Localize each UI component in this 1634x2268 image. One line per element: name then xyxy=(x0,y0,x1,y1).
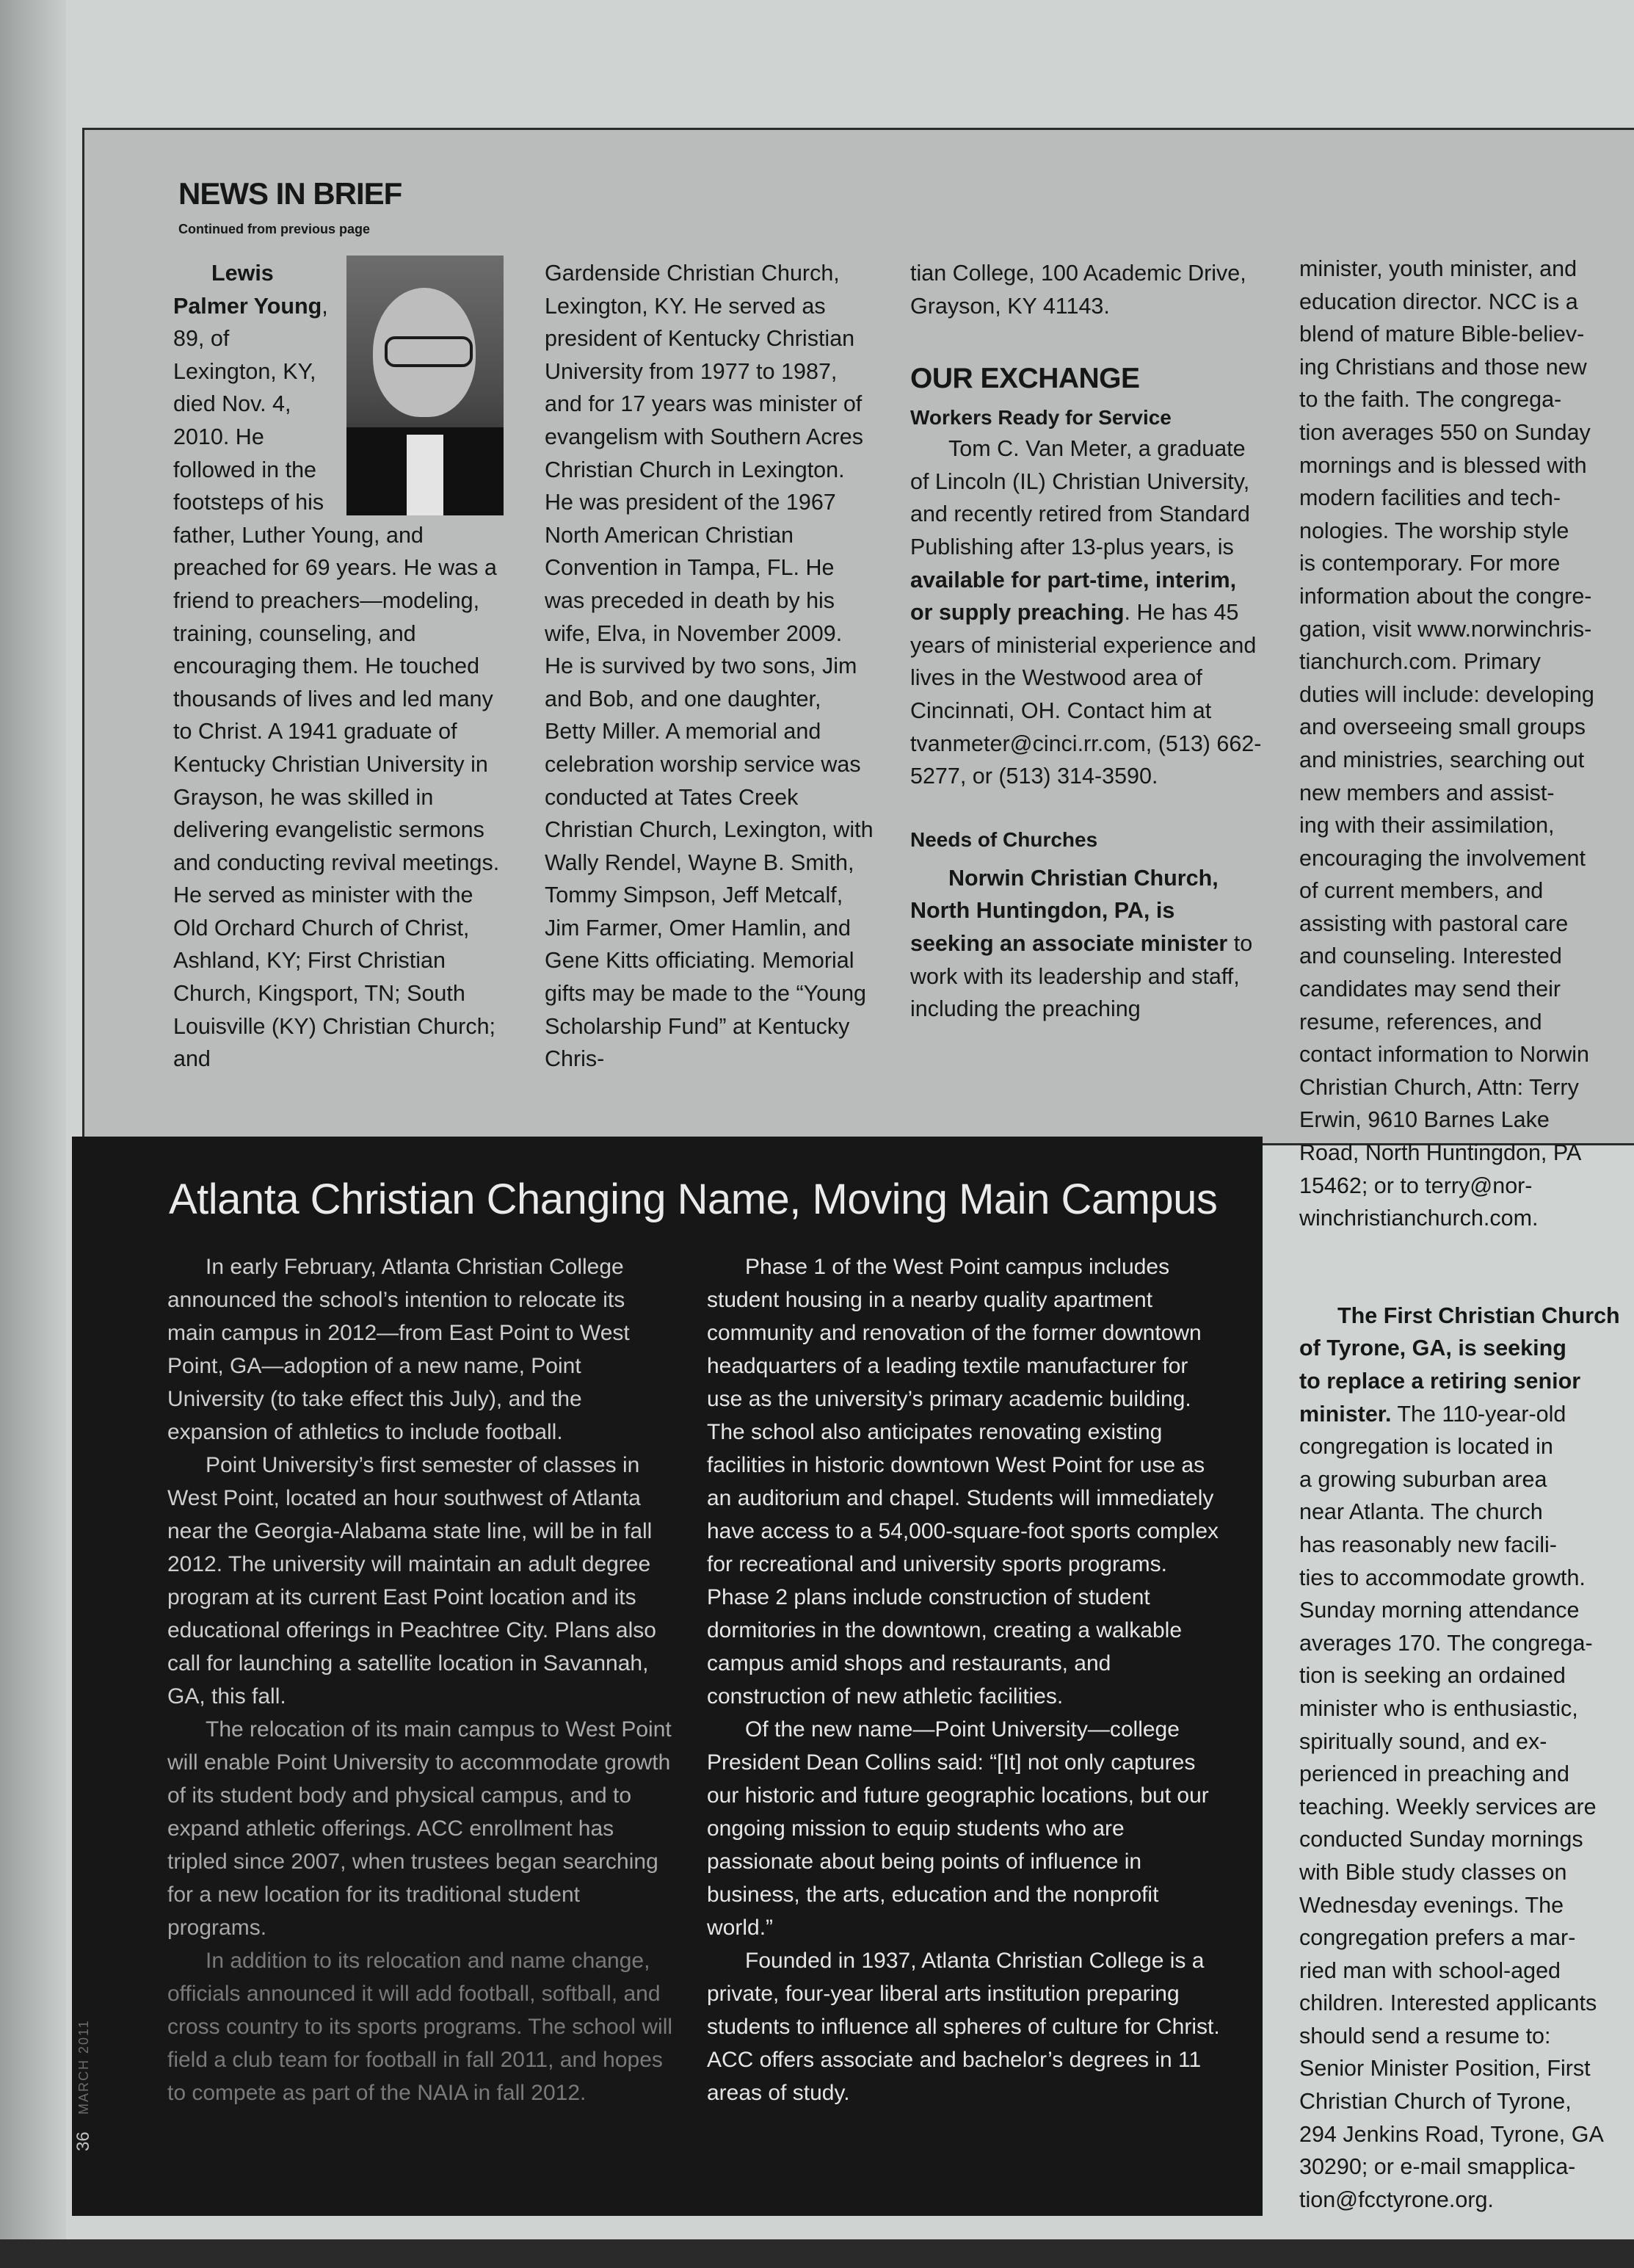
tyrone-line: near Atlanta. The church xyxy=(1299,1499,1543,1525)
norwin-line: blend of mature Bible-believ- xyxy=(1299,322,1585,347)
feature-column-1 xyxy=(167,1250,675,2109)
needs-subheading: Needs of Churches xyxy=(910,827,1098,851)
feature-paragraph: Point University’s first semester of classes in West Point, located an hour southwest of Atlanta near the Georgia-Alabama state line, will be in fall 2012. The university will maintain an adult degree program at its current East Point location and its educational offerings in Peachtree City. Plans also call for launching a satellite location in Savannah, GA, this fall. xyxy=(167,1453,656,1709)
tyrone-line: Wednesday evenings. The xyxy=(1299,1892,1564,1918)
obituary-paragraph xyxy=(173,257,511,1076)
tyrone-line: tion is seeking an ordained xyxy=(1299,1663,1566,1689)
norwin-line: winchristianchurch.com. xyxy=(1299,1206,1539,1231)
tyrone-line xyxy=(1299,1398,1634,1431)
exchange-column xyxy=(910,257,1263,1026)
obituary-text: , 89, of Lexington, KY, died Nov. 4, 2010. He followed in the footsteps of his father, Luther Young, and preached for 69 years. He was a friend to preachers—modeling, training, counseling, and encouraging them. He touched thousands of lives and led many to Christ. A 1941 graduate of Kentucky Christian University in Grayson, he was skilled in delivering evangelistic sermons and conducting revival meetings. He served as minister with the Old Orchard Church of Christ, Ashland, KY; First Christian Church, Kingsport, TN; South Louisville (KY) Christian Church; and xyxy=(173,293,500,1072)
norwin-text: to work with its leadership and staff, including the preaching xyxy=(910,930,1253,1022)
norwin-line: is contemporary. For more xyxy=(1299,551,1561,576)
norwin-line: Road, North Huntingdon, PA xyxy=(1299,1140,1582,1166)
norwin-line: Erwin, 9610 Barnes Lake xyxy=(1299,1107,1550,1133)
norwin-line: mornings and is blessed with xyxy=(1299,452,1587,478)
norwin-line: encouraging the involvement xyxy=(1299,845,1586,871)
tyrone-line: should send a resume to: xyxy=(1299,2023,1551,2048)
tyrone-line: averages 170. The congrega- xyxy=(1299,1630,1593,1656)
tyrone-line: 294 Jenkins Road, Tyrone, GA xyxy=(1299,2121,1604,2147)
tyrone-line: conducted Sunday mornings xyxy=(1299,1827,1583,1852)
workers-text-b: . He has 45 years of ministerial experience and lives in the Westwood area of Cincinnati, OH. Contact him at tvanmeter@cinci.rr.com, (513) 662-5277, or (513) 314-3590. xyxy=(910,600,1262,789)
scan-bottom-edge xyxy=(0,2239,1634,2268)
norwin-line: ing with their assimilation, xyxy=(1299,813,1555,838)
issue-line: MARCH 2011 xyxy=(76,2019,91,2115)
tyrone-line: has reasonably new facili- xyxy=(1299,1532,1557,1557)
obituary-column-2 xyxy=(545,257,875,1076)
norwin-line: to the faith. The congrega- xyxy=(1299,387,1562,413)
feature-paragraph: In addition to its relocation and name change, officials announced it will add football, softball, and cross country to its sports programs. The school will field a club team for football in fall 2011, and hopes to compete as part of the NAIA in fall 2012. xyxy=(167,1949,673,2105)
tyrone-line: congregation prefers a mar- xyxy=(1299,1925,1576,1951)
norwin-line: gation, visit www.norwinchris- xyxy=(1299,616,1592,642)
tyrone-line: 30290; or e-mail smapplica- xyxy=(1299,2154,1576,2180)
norwin-line: of current members, and xyxy=(1299,878,1544,904)
obituary-continued: Gardenside Christian Church, Lexington, KY. He served as president of Kentucky Christian University from 1977 to 1987, and for 17 years was minister of evangelism with Southern Acres Christian Church in Lexington. He was president of the 1967 North American Christian Convention in Tampa, FL. He was preceded in death by his wife, Elva, in November 2009. He is survived by two sons, Jim and Bob, and one daughter, Betty Miller. A memorial and celebration worship service was conducted at Tates Creek Christian Church, Lexington, with Wally Rendel, Wayne B. Smith, Tommy Simpson, Jeff Metcalf, Jim Farmer, Omer Hamlin, and Gene Kitts officiating. Memorial gifts may be made to the “Young Scholarship Fund” at Kentucky Chris- xyxy=(545,261,874,1072)
tyrone-text: The 110-year-old xyxy=(1391,1401,1566,1427)
norwin-line: new members and assist- xyxy=(1299,780,1555,805)
feature-paragraph: Founded in 1937, Atlanta Christian College is a private, four-year liberal arts institution preparing students to influence all spheres of culture for Christ. ACC offers associate and bachelor’s degrees in 11 areas of study. xyxy=(707,1949,1220,2105)
tyrone-line: a growing suburban area xyxy=(1299,1466,1547,1492)
feature-paragraph: Phase 1 of the West Point campus includes student housing in a nearby quality apartment community and renovation of the former downtown headquarters of a leading textile manufacturer for use as the university’s primary academic building. The school also anticipates renovating existing facilities in historic downtown West Point for use as an auditorium and chapel. Students will immediately have access to a 54,000-square-foot sports complex for recreational and university sports programs. Phase 2 plans include construction of student dormitories in the downtown, creating a walkable campus amid shops and restaurants, and construction of new athletic facilities. xyxy=(707,1255,1219,1709)
tyrone-line: ties to accommodate growth. xyxy=(1299,1565,1586,1590)
feature-paragraph: In early February, Atlanta Christian College announced the school’s intention to relocate its main campus in 2012—from East Point to West Point, GA—adoption of a new name, Point University (to take effect this July), and the expansion of athletics to include football. xyxy=(167,1255,630,1444)
norwin-line: information about the congre- xyxy=(1299,583,1592,609)
page-number: 36 xyxy=(73,2131,93,2151)
tyrone-line: congregation is located in xyxy=(1299,1434,1553,1460)
norwin-line: modern facilities and tech- xyxy=(1299,485,1561,511)
norwin-line: education director. NCC is a xyxy=(1299,289,1578,314)
feature-paragraph: Of the new name—Point University—college President Dean Collins said: “[It] not only captures our historic and future geographic locations, but our ongoing mission to equip students who are passionate about being points of influence in business, the arts, education and the nonprofit world.” xyxy=(707,1717,1209,1940)
workers-text-a: Tom C. Van Meter, a graduate of Lincoln (IL) Christian University, and recently retired from Standard Publishing after 13-plus years, is xyxy=(910,436,1250,559)
workers-paragraph xyxy=(910,432,1263,793)
norwin-line: assisting with pastoral care xyxy=(1299,910,1569,936)
tyrone-line: minister who is enthusiastic, xyxy=(1299,1695,1578,1721)
norwin-line: ing Christians and those new xyxy=(1299,354,1587,380)
norwin-line: tion averages 550 on Sunday xyxy=(1299,419,1591,445)
norwin-line: nologies. The worship style xyxy=(1299,518,1569,543)
norwin-line: contact information to Norwin xyxy=(1299,1042,1589,1068)
portrait-photo xyxy=(346,256,504,515)
tyrone-line: spiritually sound, and ex- xyxy=(1299,1728,1547,1754)
feature-headline: Atlanta Christian Changing Name, Moving Main Campus xyxy=(169,1175,1218,1223)
workers-highlight: available for part-time, interim, or supply preaching xyxy=(910,567,1237,626)
tyrone-highlight-line: to replace a retiring senior xyxy=(1299,1369,1581,1394)
norwin-paragraph xyxy=(910,862,1263,1026)
tyrone-highlight-line: of Tyrone, GA, is seeking xyxy=(1299,1336,1566,1361)
tyrone-line: Sunday morning attendance xyxy=(1299,1598,1580,1623)
tyrone-line: children. Interested applicants xyxy=(1299,1990,1597,2016)
tyrone-line: perienced in preaching and xyxy=(1299,1761,1569,1787)
tyrone-line: tion@fcctyrone.org. xyxy=(1299,2187,1494,2212)
norwin-line: duties will include: developing xyxy=(1299,681,1594,707)
norwin-line: and overseeing small groups xyxy=(1299,714,1586,740)
continued-note: Continued from previous page xyxy=(178,222,371,236)
norwin-line: resume, references, and xyxy=(1299,1009,1542,1035)
tyrone-line: teaching. Weekly services are xyxy=(1299,1794,1597,1819)
scan-edge xyxy=(0,0,66,2268)
tyrone-line: with Bible study classes on xyxy=(1299,1859,1567,1885)
exchange-title: OUR EXCHANGE xyxy=(910,363,1140,395)
norwin-line: tianchurch.com. Primary xyxy=(1299,649,1541,675)
tyrone-highlight-end: minister. xyxy=(1299,1401,1392,1427)
obituary-column-1 xyxy=(173,257,511,1076)
workers-subheading: Workers Ready for Service xyxy=(910,406,1172,430)
norwin-line: and ministries, searching out xyxy=(1299,747,1585,772)
tyrone-line: Senior Minister Position, First xyxy=(1299,2056,1591,2082)
tyrone-line: Christian Church of Tyrone, xyxy=(1299,2089,1572,2115)
tyrone-highlight-line: The First Christian Church xyxy=(1337,1303,1620,1328)
obituary-name: Lewis Palmer Young xyxy=(173,261,322,319)
norwin-highlight: Norwin Christian Church, North Huntingdon, PA, is seeking an associate minister xyxy=(910,865,1228,956)
obituary-end: tian College, 100 Academic Drive, Grayson, KY 41143. xyxy=(910,261,1246,319)
feature-paragraph: The relocation of its main campus to West Point will enable Point University to accommodate growth of its student body and physical campus, and to expand athletic offerings. ACC enrollment has tripled since 2007, when trustees began searching for a new location for its traditional student programs. xyxy=(167,1717,672,1940)
norwin-line: minister, youth minister, and xyxy=(1299,256,1577,281)
tyrone-line: ried man with school-aged xyxy=(1299,1957,1561,1983)
norwin-line: 15462; or to terry@nor- xyxy=(1299,1173,1533,1198)
feature-column-2 xyxy=(707,1250,1230,2109)
norwin-line: candidates may send their xyxy=(1299,977,1561,1002)
section-heading: NEWS IN BRIEF xyxy=(178,176,402,211)
norwin-line: Christian Church, Attn: Terry xyxy=(1299,1074,1579,1100)
norwin-line: and counseling. Interested xyxy=(1299,943,1562,969)
spacer xyxy=(1299,1235,1634,1300)
exchange-column-right xyxy=(1299,253,1634,2216)
